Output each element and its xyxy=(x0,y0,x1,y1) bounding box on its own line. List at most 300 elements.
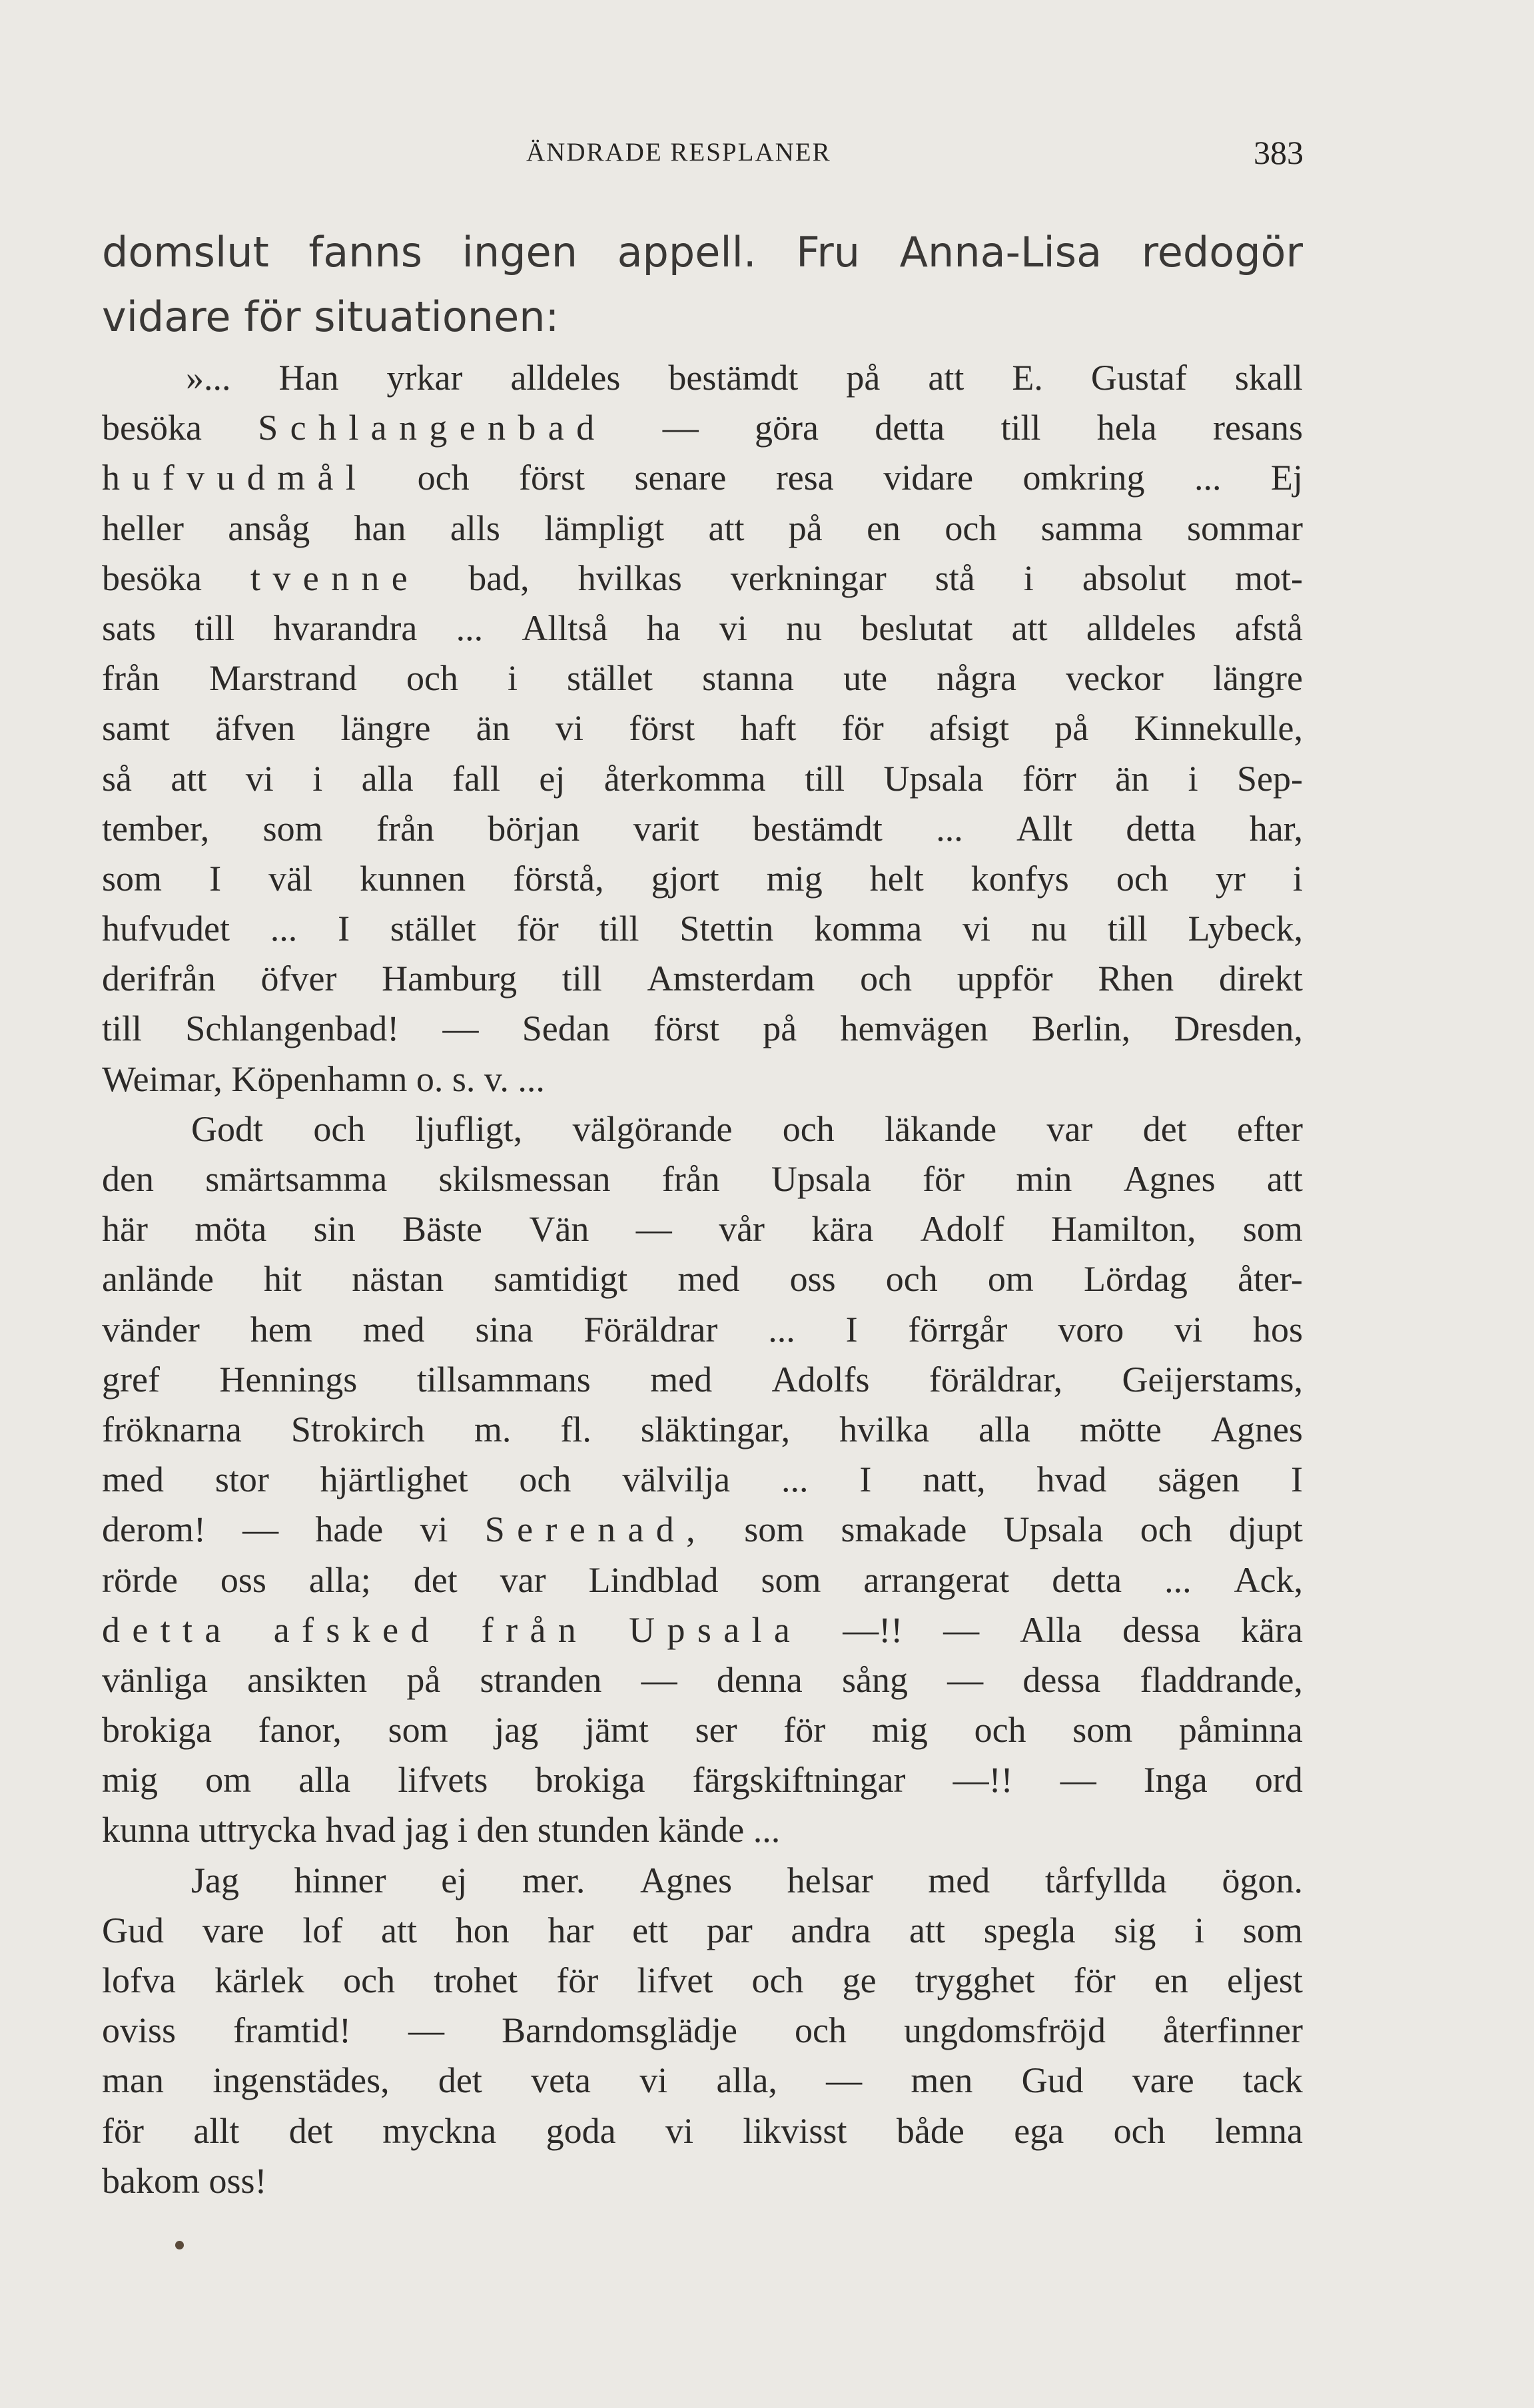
word: dessa xyxy=(1022,1659,1101,1700)
word: att xyxy=(928,358,964,398)
word: I xyxy=(1291,1459,1303,1500)
word: och xyxy=(519,1459,572,1500)
text-line xyxy=(102,1956,1303,2006)
word: Bäste xyxy=(402,1209,483,1250)
word: vi xyxy=(639,2060,668,2101)
word: ega xyxy=(1014,2110,1064,2151)
word: resa xyxy=(775,458,834,498)
word: ingen xyxy=(462,228,577,276)
word: varit xyxy=(633,808,699,849)
word: — xyxy=(662,408,699,448)
text-line xyxy=(102,353,1303,403)
word: på xyxy=(406,1659,441,1700)
word: Inga xyxy=(1143,1760,1208,1801)
word: besöka xyxy=(102,558,202,598)
word: vänliga xyxy=(102,1659,208,1700)
word: han xyxy=(354,508,406,548)
word: stället xyxy=(390,909,476,949)
word: att xyxy=(1266,1159,1303,1199)
word: Hamilton, xyxy=(1051,1209,1196,1250)
word: jämt xyxy=(584,1710,649,1751)
running-header xyxy=(0,134,1534,177)
word: smakade xyxy=(841,1509,967,1550)
word: vi xyxy=(719,607,747,648)
word: som xyxy=(1242,1209,1303,1250)
word: det xyxy=(413,1559,458,1600)
word: mig xyxy=(871,1710,928,1751)
word: sommar xyxy=(1186,508,1303,548)
intro-paragraph xyxy=(102,220,1303,349)
word: alla xyxy=(361,758,414,799)
word: tillsammans xyxy=(416,1359,591,1400)
word: direkt xyxy=(1218,959,1303,999)
word: som xyxy=(761,1559,821,1600)
word: läkande xyxy=(885,1108,997,1149)
word: vidare xyxy=(102,292,244,341)
word: detta xyxy=(1126,808,1196,849)
word: och xyxy=(417,458,470,498)
word: än xyxy=(1115,758,1150,799)
word: sin xyxy=(313,1209,356,1250)
word: veta xyxy=(531,2060,591,2101)
word: nu xyxy=(1030,909,1067,949)
word: tvenne xyxy=(250,558,420,598)
word: väl xyxy=(268,858,313,899)
word: hjärtlighet xyxy=(320,1459,468,1500)
word: hufvudet xyxy=(102,909,230,949)
word: — xyxy=(408,2010,445,2051)
word: vi xyxy=(962,909,991,949)
word: återfinner xyxy=(1163,2010,1303,2051)
word: detta xyxy=(102,1609,233,1650)
word: Upsala xyxy=(1003,1509,1104,1550)
word: ett xyxy=(632,1910,669,1950)
word: helt xyxy=(869,858,924,899)
word: jag xyxy=(494,1710,539,1751)
word: alla, xyxy=(716,2060,777,2101)
word: kärlek xyxy=(214,1960,304,2000)
word: derifrån xyxy=(102,959,216,999)
word: man xyxy=(102,2060,164,2101)
word: kära xyxy=(811,1209,874,1250)
word: kände xyxy=(658,1810,753,1850)
word: fanns xyxy=(308,228,423,276)
word: och xyxy=(1113,2110,1166,2151)
word: djupt xyxy=(1228,1509,1303,1550)
word: ha xyxy=(646,607,681,648)
word: Amsterdam xyxy=(647,959,815,999)
word: från xyxy=(481,1609,589,1650)
word: hvarandra xyxy=(273,607,418,648)
word: oss xyxy=(789,1259,836,1300)
word: lämpligt xyxy=(544,508,665,548)
word: I xyxy=(859,1459,872,1500)
word: tårfyllda xyxy=(1044,1860,1167,1900)
word: den xyxy=(476,1810,538,1850)
word: i xyxy=(457,1810,477,1850)
word: vi xyxy=(245,758,274,799)
word: absolut xyxy=(1082,558,1186,598)
word: med xyxy=(362,1309,425,1350)
word: ansåg xyxy=(228,508,310,548)
word: detta xyxy=(1052,1559,1122,1600)
word: stå xyxy=(935,558,975,598)
word: för xyxy=(102,2110,144,2151)
word: färgskiftningar xyxy=(692,1760,906,1801)
word: Upsala xyxy=(771,1159,871,1199)
word: alldeles xyxy=(1086,607,1196,648)
word: arrangerat xyxy=(863,1559,1010,1600)
word: ... xyxy=(781,1459,809,1500)
word: ungdomsfröjd xyxy=(904,2010,1106,2051)
word: Gud xyxy=(1021,2060,1084,2101)
word: att xyxy=(909,1910,946,1950)
word: mötte xyxy=(1080,1409,1162,1449)
word: —!! xyxy=(953,1760,1013,1801)
word: välgörande xyxy=(572,1108,733,1149)
word: afsked xyxy=(273,1609,441,1650)
word: några xyxy=(937,658,1017,699)
word: gref xyxy=(102,1359,160,1400)
word: hade xyxy=(315,1509,384,1550)
word: möta xyxy=(194,1209,267,1250)
word: till xyxy=(805,758,845,799)
word: — xyxy=(947,1659,984,1700)
word: myckna xyxy=(382,2110,497,2151)
word: Serenad, xyxy=(484,1509,708,1550)
word: ingenstädes, xyxy=(212,2060,390,2101)
word: har xyxy=(548,1910,594,1950)
word: om xyxy=(987,1259,1034,1300)
intro-line xyxy=(102,220,1303,284)
word: kunnen xyxy=(360,858,466,899)
text-line xyxy=(102,1154,1303,1204)
word: Adolf xyxy=(920,1209,1004,1250)
text-line xyxy=(102,1605,1303,1655)
word: en xyxy=(867,508,901,548)
word: lof xyxy=(302,1910,343,1950)
word: eljest xyxy=(1226,1960,1303,2000)
word: oviss xyxy=(102,2010,177,2051)
word: vidare xyxy=(883,458,974,498)
word: Ack, xyxy=(1234,1559,1303,1600)
word: Jag xyxy=(191,1860,239,1900)
word: lemna xyxy=(1214,2110,1303,2151)
word: förrgår xyxy=(908,1309,1008,1350)
word: skilsmessan xyxy=(438,1159,611,1199)
word: i xyxy=(1292,858,1303,899)
word: i xyxy=(507,658,518,699)
word: andra xyxy=(791,1910,871,1950)
word: Lördag xyxy=(1084,1259,1188,1300)
text-line xyxy=(102,1455,1303,1505)
word: — xyxy=(242,1509,279,1550)
word: Schlangenbad! xyxy=(185,1008,400,1049)
word: ... xyxy=(518,1058,545,1099)
word: min xyxy=(1016,1159,1072,1199)
word: Barndomsglädje xyxy=(502,2010,738,2051)
word: till xyxy=(599,909,639,949)
word: längre xyxy=(340,708,431,749)
word: var xyxy=(500,1559,546,1600)
word: fladdrande, xyxy=(1140,1659,1303,1700)
word: hufvudmål xyxy=(102,458,368,498)
word: anlände xyxy=(102,1259,214,1300)
word: påminna xyxy=(1178,1710,1303,1751)
word: till xyxy=(194,607,235,648)
text-line xyxy=(102,2106,1303,2156)
word: har, xyxy=(1249,808,1303,849)
word: Föräldrar xyxy=(583,1309,718,1350)
word: skall xyxy=(1234,358,1303,398)
word: först xyxy=(653,1008,719,1049)
word: ... xyxy=(456,607,484,648)
word: att xyxy=(381,1910,418,1950)
word: omkring xyxy=(1022,458,1145,498)
word: kunna xyxy=(102,1810,199,1850)
word: göra xyxy=(755,408,819,448)
text-line xyxy=(102,1505,1303,1555)
word: alls xyxy=(450,508,500,548)
word: till xyxy=(102,1008,143,1049)
word: fl. xyxy=(560,1409,591,1449)
word: stor xyxy=(214,1459,269,1500)
word: vare xyxy=(1132,2060,1194,2101)
text-line xyxy=(102,1305,1303,1355)
word: — xyxy=(1060,1760,1096,1801)
text-line xyxy=(102,504,1303,554)
word: — xyxy=(442,1008,479,1049)
word: som xyxy=(1242,1910,1303,1950)
word: haft xyxy=(740,708,797,749)
word: mig xyxy=(766,858,823,899)
word: återkomma xyxy=(603,758,766,799)
word: sång xyxy=(841,1659,908,1700)
word: mer. xyxy=(522,1860,585,1900)
word: hem xyxy=(250,1309,312,1350)
word: välvilja xyxy=(622,1459,731,1500)
word: vi xyxy=(665,2110,693,2151)
word: Agnes xyxy=(640,1860,733,1900)
word: med xyxy=(650,1359,713,1400)
word: framtid! xyxy=(233,2010,352,2051)
word: Upsala xyxy=(629,1609,803,1650)
text-line xyxy=(102,2056,1303,2106)
word: öfver xyxy=(260,959,337,999)
word: hvilka xyxy=(839,1409,930,1449)
word: E. xyxy=(1012,358,1043,398)
text-line xyxy=(102,403,1303,453)
word: jag xyxy=(404,1810,458,1850)
word: Köpenhamn xyxy=(231,1058,416,1099)
word: natt, xyxy=(923,1459,986,1500)
word: på xyxy=(763,1008,797,1049)
word: Adolfs xyxy=(771,1359,870,1400)
word: v. xyxy=(484,1058,518,1099)
word: denna xyxy=(716,1659,803,1700)
word: I xyxy=(845,1309,858,1350)
word: yrkar xyxy=(386,358,463,398)
word: vänder xyxy=(102,1309,200,1350)
word: till xyxy=(1000,408,1041,448)
word: nästan xyxy=(352,1259,444,1300)
word: verkningar xyxy=(730,558,887,598)
word: vi xyxy=(420,1509,448,1550)
word: uttrycka xyxy=(198,1810,326,1850)
word: lifvet xyxy=(637,1960,713,2000)
word: släktingar, xyxy=(640,1409,791,1449)
word: trygghet xyxy=(915,1960,1035,2000)
word: ... xyxy=(1164,1559,1192,1600)
word: heller xyxy=(102,508,184,548)
word: i xyxy=(312,758,323,799)
word: oss! xyxy=(208,2160,267,2201)
word: rörde xyxy=(102,1559,178,1600)
word: Weimar, xyxy=(102,1058,232,1099)
body-text xyxy=(102,353,1303,2206)
text-line xyxy=(102,854,1303,904)
word: till xyxy=(1107,909,1148,949)
word: Godt xyxy=(191,1108,263,1149)
word: i xyxy=(1023,558,1034,598)
word: Anna-Lisa xyxy=(899,228,1102,276)
word: och xyxy=(1140,1509,1192,1550)
word: på xyxy=(788,508,823,548)
word: Rhen xyxy=(1098,959,1174,999)
word: som xyxy=(1072,1710,1133,1751)
word: Ej xyxy=(1270,458,1303,498)
word: fröknarna xyxy=(102,1409,242,1449)
word: ute xyxy=(843,658,888,699)
word: goda xyxy=(546,2110,616,2151)
word: vare xyxy=(202,1910,264,1950)
word: par xyxy=(706,1910,753,1950)
word: på xyxy=(846,358,881,398)
word: och xyxy=(860,959,913,999)
word: tember, xyxy=(102,808,210,849)
word: hvilkas xyxy=(577,558,682,598)
word: både xyxy=(896,2110,964,2151)
word: för xyxy=(783,1710,826,1751)
word: Kinnekulle, xyxy=(1134,708,1303,749)
word: för xyxy=(516,909,559,949)
word: domslut xyxy=(102,228,269,276)
word: derom! xyxy=(102,1509,206,1550)
word: tack xyxy=(1242,2060,1303,2101)
ink-dot xyxy=(175,2241,184,2249)
word: med xyxy=(102,1459,164,1500)
word: och xyxy=(795,2010,847,2051)
word: hinner xyxy=(294,1860,386,1900)
word: föräldrar, xyxy=(929,1359,1063,1400)
word: med xyxy=(677,1259,740,1300)
word: stället xyxy=(567,658,653,699)
text-line xyxy=(102,804,1303,854)
word: Hamburg xyxy=(382,959,518,999)
word: ... xyxy=(936,808,963,849)
word: Alla xyxy=(1020,1609,1082,1650)
text-line xyxy=(102,1805,1303,1855)
text-line xyxy=(102,2156,1303,2206)
word: Berlin, xyxy=(1031,1008,1131,1049)
word: en xyxy=(1154,1960,1188,2000)
word: o. xyxy=(416,1058,452,1099)
word: ej xyxy=(441,1860,468,1900)
word: efter xyxy=(1237,1108,1303,1149)
word: för xyxy=(556,1960,599,2000)
word: uppför xyxy=(957,959,1053,999)
text-line xyxy=(102,1655,1303,1705)
word: Allt xyxy=(1016,808,1073,849)
word: Schlangenbad xyxy=(258,408,607,448)
text-line xyxy=(102,1104,1303,1154)
word: m. xyxy=(474,1409,512,1449)
word: likvisst xyxy=(743,2110,847,2151)
word: hela xyxy=(1096,408,1157,448)
word: — xyxy=(641,1659,677,1700)
word: med xyxy=(928,1860,990,1900)
word: och xyxy=(885,1259,938,1300)
word: — xyxy=(826,2060,863,2101)
word: den xyxy=(102,1159,154,1199)
text-line xyxy=(102,554,1303,603)
word: på xyxy=(1054,708,1089,749)
word: resans xyxy=(1213,408,1303,448)
word: sig xyxy=(1114,1910,1156,1950)
word: ... xyxy=(753,1810,781,1850)
word: först xyxy=(519,458,585,498)
word: mig xyxy=(102,1760,159,1801)
text-line xyxy=(102,1204,1303,1254)
word: hos xyxy=(1252,1309,1303,1350)
text-line xyxy=(102,1906,1303,1956)
word: Gustaf xyxy=(1090,358,1187,398)
word: appell. xyxy=(617,228,757,276)
text-line xyxy=(102,2006,1303,2056)
text-line xyxy=(102,703,1303,753)
word: oss xyxy=(220,1559,266,1600)
word: och xyxy=(751,1960,804,2000)
word: längre xyxy=(1213,658,1303,699)
word: från xyxy=(102,658,160,699)
text-line xyxy=(102,1856,1303,1906)
word: trohet xyxy=(434,1960,518,2000)
word: och xyxy=(782,1108,835,1149)
word: — xyxy=(943,1609,980,1650)
word: brokiga xyxy=(102,1710,212,1751)
word: och xyxy=(313,1108,366,1149)
word: kära xyxy=(1241,1609,1303,1650)
word: än xyxy=(476,708,510,749)
word: samtidigt xyxy=(494,1259,628,1300)
word: stanna xyxy=(702,658,795,699)
word: besöka xyxy=(102,408,202,448)
word: och xyxy=(945,508,997,548)
word: och xyxy=(1116,858,1168,899)
word: stranden xyxy=(480,1659,602,1700)
word: det xyxy=(1142,1108,1187,1149)
word: yr xyxy=(1215,858,1246,899)
word: var xyxy=(1046,1108,1093,1149)
word: så xyxy=(102,758,132,799)
word: för xyxy=(841,708,884,749)
word: bad, xyxy=(468,558,530,598)
word: ser xyxy=(695,1710,737,1751)
word: och xyxy=(343,1960,396,2000)
word: som xyxy=(744,1509,805,1550)
text-line xyxy=(102,453,1303,503)
word: ge xyxy=(842,1960,877,2000)
